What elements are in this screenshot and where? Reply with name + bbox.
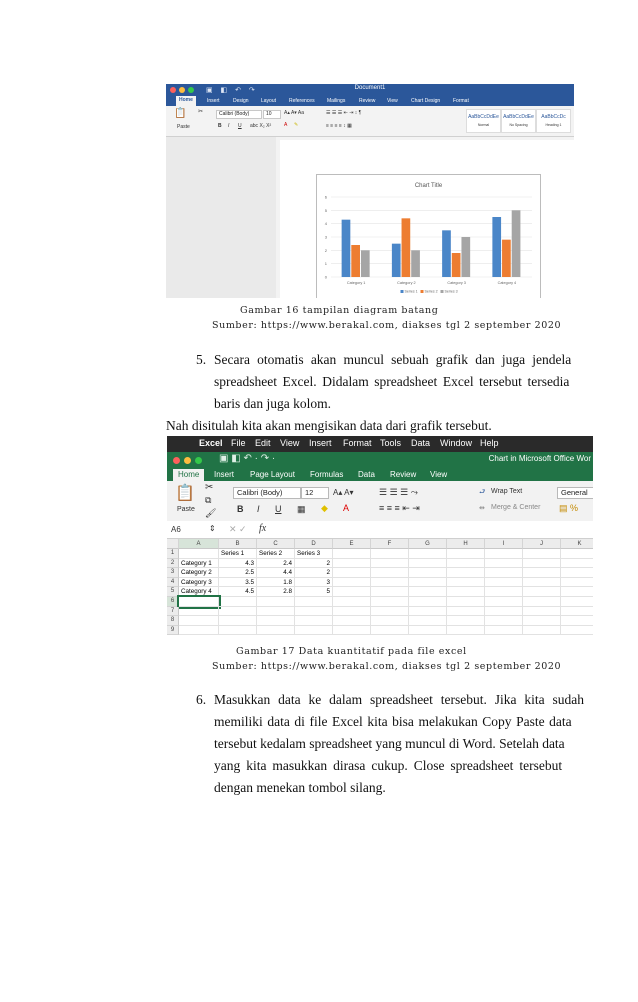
fx-button[interactable]: fx (259, 523, 267, 534)
name-box[interactable]: A6 (171, 525, 181, 534)
spreadsheet-cell[interactable] (295, 597, 333, 607)
menu-tools[interactable]: Tools (380, 438, 402, 448)
tab-home[interactable]: Home (176, 96, 196, 106)
highlight-icon[interactable]: ✎ (294, 122, 299, 128)
spreadsheet-cell[interactable] (561, 597, 593, 607)
spreadsheet-cell[interactable]: 1.8 (257, 578, 295, 588)
formula-bar (167, 521, 593, 539)
legend-label: Series 3 (444, 289, 458, 294)
spreadsheet-cell[interactable] (447, 607, 485, 617)
tab-review[interactable]: Review (390, 470, 417, 479)
spreadsheet-cell[interactable] (371, 549, 409, 559)
spreadsheet-cell[interactable]: Series 3 (295, 549, 333, 559)
name-box-stepper-icon[interactable]: ⇕ (209, 524, 216, 533)
legend-swatch (401, 290, 404, 293)
spreadsheet-cell[interactable] (447, 587, 485, 597)
spreadsheet-cell[interactable] (257, 616, 295, 626)
spreadsheet-cell[interactable] (371, 597, 409, 607)
spreadsheet-cell[interactable]: 2 (295, 559, 333, 569)
bar (461, 237, 470, 277)
chart-title: Chart Title (414, 183, 443, 189)
spreadsheet-cell[interactable]: Category 2 (179, 568, 219, 578)
bar (492, 217, 501, 277)
font-size-box[interactable]: 12 (301, 487, 329, 499)
spreadsheet-cell[interactable]: Series 1 (219, 549, 257, 559)
spreadsheet-cell[interactable] (409, 578, 447, 588)
intro-paragraph: Nah disitulah kita akan mengisikan data dari grafik tersebut. (166, 418, 492, 433)
menu-excel[interactable]: Excel (199, 438, 223, 448)
bar (351, 245, 360, 277)
style-no-spacing[interactable]: AaBbCcDdEe No Spacing (501, 109, 536, 133)
column-header[interactable]: E (333, 539, 371, 549)
styles-gallery (466, 109, 572, 133)
spreadsheet-cell[interactable] (561, 587, 593, 597)
spreadsheet-cell[interactable]: 5 (295, 587, 333, 597)
legend-swatch (421, 290, 424, 293)
scissors-icon[interactable]: ✂ (205, 482, 214, 493)
tab-chart-design[interactable]: Chart Design (411, 98, 441, 104)
y-tick-label: 5 (324, 207, 327, 213)
spreadsheet-cell[interactable] (371, 626, 409, 636)
x-tick-label: Category 4 (497, 281, 517, 285)
spreadsheet-cell[interactable] (179, 616, 219, 626)
bar (452, 253, 461, 277)
spreadsheet-cell[interactable] (523, 578, 561, 588)
step-6-line-3: tersebut kedalam spreadsheet yang muncul di Word. Setelah data (214, 736, 565, 751)
x-tick-label: Category 2 (397, 281, 416, 285)
spreadsheet-cell[interactable] (485, 607, 523, 617)
scissors-icon[interactable]: ✂ (198, 109, 204, 115)
spreadsheet-cell[interactable] (257, 607, 295, 617)
number-format-box[interactable]: General (557, 487, 593, 499)
spreadsheet-cell[interactable] (219, 597, 257, 607)
step-6-line-1: Masukkan data ke dalam spreadsheet tersebut. Jika kita sudah (214, 692, 585, 707)
word-titlebar (166, 84, 574, 96)
spreadsheet-cell[interactable] (333, 607, 371, 617)
format-icons[interactable]: abc X₂ X² (250, 123, 272, 129)
y-tick-label: 6 (324, 194, 327, 200)
step-5-line-2: spreadsheet Excel. Didalam spreadsheet Excel tersebut tersedia (214, 374, 570, 389)
spreadsheet-cell[interactable] (333, 616, 371, 626)
spreadsheet-cell[interactable] (561, 568, 593, 578)
spreadsheet-cell[interactable] (333, 587, 371, 597)
spreadsheet-cell[interactable] (295, 626, 333, 636)
spreadsheet-cell[interactable]: 4.3 (219, 559, 257, 569)
word-screenshot (166, 84, 574, 298)
bold-icon[interactable]: B (237, 504, 244, 514)
quick-access-icons[interactable]: ▣ ◧ ↶ ↷ (206, 87, 258, 94)
font-color-icon[interactable]: A (343, 503, 350, 513)
conditional-format-icon[interactable]: ▤ % (559, 503, 579, 513)
spreadsheet-cell[interactable] (561, 616, 593, 626)
spreadsheet-cell[interactable] (523, 597, 561, 607)
italic-icon[interactable]: I (228, 123, 230, 129)
maximize-window-icon[interactable] (195, 457, 202, 464)
spreadsheet-cell[interactable] (333, 549, 371, 559)
tab-formulas[interactable]: Formulas (310, 470, 344, 479)
font-grow-shrink-icon[interactable]: A▴ A▾ (333, 488, 354, 497)
step-6-paragraph (214, 689, 585, 799)
underline-icon[interactable]: U (238, 123, 242, 129)
spreadsheet-grid[interactable] (167, 539, 593, 638)
spreadsheet-cell[interactable] (523, 568, 561, 578)
spreadsheet-cell[interactable] (179, 549, 219, 559)
bar (342, 220, 351, 277)
tab-references[interactable]: References (289, 98, 315, 104)
spreadsheet-cell[interactable] (219, 607, 257, 617)
figure-17-caption: Gambar 17 Data kuantitatif pada file excel (236, 646, 467, 657)
spreadsheet-cell[interactable] (523, 559, 561, 569)
column-header[interactable]: B (219, 539, 257, 549)
close-window-icon[interactable] (173, 457, 180, 464)
mac-menu-bar (167, 436, 593, 452)
word-ribbon (166, 106, 574, 137)
clipboard-icon[interactable]: 📋 (175, 485, 195, 502)
spreadsheet-cell[interactable] (409, 597, 447, 607)
tab-format[interactable]: Format (453, 98, 469, 104)
bar (442, 230, 451, 277)
spreadsheet-cell[interactable] (333, 578, 371, 588)
row-header[interactable]: 4 (167, 578, 179, 588)
tab-mailings[interactable]: Mailings (327, 98, 346, 104)
spreadsheet-cell[interactable] (447, 616, 485, 626)
quick-access-icons[interactable]: ▣ ◧ ↶ · ↷ · (219, 453, 276, 464)
paste-label[interactable]: Paste (177, 506, 195, 513)
excel-ribbon (167, 481, 593, 522)
excel-window-title: Chart in Microsoft Office Wor (488, 454, 591, 463)
spreadsheet-cell[interactable] (257, 597, 295, 607)
column-header[interactable]: K (561, 539, 593, 549)
row-header[interactable]: 6 (167, 597, 179, 607)
spreadsheet-cell[interactable] (447, 597, 485, 607)
spreadsheet-cell[interactable] (523, 587, 561, 597)
step-5-number: 5. (196, 352, 207, 367)
x-tick-label: Category 3 (447, 281, 466, 285)
spreadsheet-cell[interactable] (409, 616, 447, 626)
step-5-paragraph (214, 349, 572, 415)
fill-color-icon[interactable]: ◆ (321, 503, 328, 513)
legend-swatch (441, 290, 444, 293)
spreadsheet-cell[interactable] (485, 626, 523, 636)
bar (512, 210, 521, 277)
spreadsheet-cell[interactable] (409, 607, 447, 617)
wrap-text-icon[interactable]: ⮐ (479, 489, 486, 496)
legend-label: Series 1 (404, 289, 418, 294)
column-header[interactable]: F (371, 539, 409, 549)
borders-icon[interactable]: ▦ (297, 504, 306, 514)
y-tick-label: 1 (324, 261, 327, 267)
spreadsheet-cell[interactable]: 2.5 (219, 568, 257, 578)
tab-data[interactable]: Data (358, 470, 375, 479)
row-header[interactable]: 2 (167, 559, 179, 569)
spreadsheet-cell[interactable] (219, 616, 257, 626)
spreadsheet-cell[interactable] (371, 607, 409, 617)
figure-16-caption: Gambar 16 tampilan diagram batang (240, 305, 439, 316)
row-header[interactable]: 7 (167, 607, 179, 617)
menu-edit[interactable]: Edit (255, 438, 271, 448)
word-ribbon-tabs (166, 96, 574, 106)
spreadsheet-cell[interactable]: 3.5 (219, 578, 257, 588)
spreadsheet-cell[interactable] (485, 578, 523, 588)
spreadsheet-cell[interactable] (371, 568, 409, 578)
figure-16-source: Sumber: https://www.berakal.com, diakses tgl 2 september 2020 (212, 320, 562, 331)
excel-titlebar (167, 452, 593, 468)
step-6-number: 6. (196, 692, 207, 707)
spreadsheet-cell[interactable] (523, 549, 561, 559)
format-painter-icon[interactable]: 🖌 (205, 508, 217, 518)
spreadsheet-cell[interactable] (485, 559, 523, 569)
x-tick-label: Category 1 (346, 281, 366, 285)
spreadsheet-cell[interactable] (485, 568, 523, 578)
spreadsheet-cell[interactable] (409, 587, 447, 597)
tab-page-layout[interactable]: Page Layout (250, 470, 295, 479)
spreadsheet-cell[interactable]: 4.5 (219, 587, 257, 597)
spreadsheet-cell[interactable] (523, 616, 561, 626)
paste-label[interactable]: Paste (177, 124, 190, 130)
spreadsheet-cell[interactable] (447, 568, 485, 578)
menu-file[interactable]: File (231, 438, 246, 448)
document-title: Document1 (354, 85, 386, 91)
column-header[interactable]: D (295, 539, 333, 549)
spreadsheet-cell[interactable]: Category 3 (179, 578, 219, 588)
bar (402, 218, 411, 277)
row-header[interactable]: 8 (167, 616, 179, 626)
spreadsheet-cell[interactable]: 4.4 (257, 568, 295, 578)
excel-screenshot (167, 436, 593, 638)
figure-17-source: Sumber: https://www.berakal.com, diakses tgl 2 september 2020 (212, 661, 562, 672)
spreadsheet-cell[interactable] (371, 578, 409, 588)
bar (411, 250, 420, 277)
column-header[interactable]: I (485, 539, 523, 549)
minimize-window-icon[interactable] (184, 457, 191, 464)
tab-insert[interactable]: Insert (214, 470, 235, 479)
font-name-box[interactable]: Calibri (Body) (216, 110, 262, 119)
tab-view[interactable]: View (430, 470, 448, 479)
font-size-box[interactable]: 10 (263, 110, 281, 119)
column-header[interactable]: J (523, 539, 561, 549)
bar-chart[interactable] (316, 174, 541, 298)
y-tick-label: 4 (324, 221, 327, 227)
column-header[interactable]: H (447, 539, 485, 549)
spreadsheet-cell[interactable]: Category 1 (179, 559, 219, 569)
spreadsheet-cell[interactable] (219, 626, 257, 636)
tab-layout[interactable]: Layout (261, 98, 277, 104)
spreadsheet-cell[interactable] (295, 616, 333, 626)
align-top-icons[interactable]: ☰ ☰ ☰ ⤳ (379, 487, 418, 497)
legend-label: Series 2 (424, 289, 438, 294)
bold-icon[interactable]: B (218, 123, 222, 129)
row-header[interactable]: 9 (167, 626, 179, 636)
spreadsheet-cell[interactable] (409, 626, 447, 636)
wrap-text-button[interactable]: Wrap Text (491, 488, 523, 495)
tab-design[interactable]: Design (233, 98, 249, 104)
spreadsheet-cell[interactable] (333, 626, 371, 636)
menu-data[interactable]: Data (411, 438, 431, 448)
column-header[interactable]: A (179, 539, 219, 549)
step-6-line-4: yang kita masukkan dirasa cukup. Close spreadsheet tersebut (214, 758, 563, 773)
step-6-line-5: dengan menekan tombol silang. (214, 780, 386, 795)
spreadsheet-cell[interactable] (179, 607, 219, 617)
style-normal[interactable]: AaBbCcDdEe Normal (466, 109, 501, 133)
menu-window[interactable]: Window (440, 438, 473, 448)
spreadsheet-cell[interactable] (371, 616, 409, 626)
tab-review[interactable]: Review (359, 98, 376, 104)
tab-home[interactable]: Home (173, 469, 204, 482)
clipboard-icon[interactable]: 📋 (174, 108, 187, 119)
excel-ribbon-tabs (167, 468, 593, 481)
tab-view[interactable]: View (387, 98, 398, 104)
spreadsheet-cell[interactable] (561, 549, 593, 559)
spreadsheet-cell[interactable] (447, 559, 485, 569)
spreadsheet-cell[interactable] (333, 568, 371, 578)
row-header[interactable]: 1 (167, 549, 179, 559)
spreadsheet-cell[interactable] (295, 607, 333, 617)
column-header[interactable]: G (409, 539, 447, 549)
spreadsheet-cell[interactable] (485, 587, 523, 597)
align-horizontal-icons[interactable]: ≡ ≡ ≡ ⇤ ⇥ (379, 503, 420, 513)
spreadsheet-cell[interactable] (523, 607, 561, 617)
select-all-corner[interactable] (167, 539, 179, 549)
y-tick-label: 3 (324, 234, 327, 240)
spreadsheet-cell[interactable] (179, 597, 219, 607)
y-tick-label: 2 (324, 247, 327, 253)
spreadsheet-cell[interactable]: 2.4 (257, 559, 295, 569)
font-color-icon[interactable]: A (284, 122, 288, 128)
step-5-line-1: Secara otomatis akan muncul sebuah grafik dan juga jendela (214, 352, 572, 367)
spreadsheet-cell[interactable] (409, 568, 447, 578)
spreadsheet-cell[interactable]: 2.8 (257, 587, 295, 597)
spreadsheet-cell[interactable] (561, 559, 593, 569)
spreadsheet-cell[interactable] (523, 626, 561, 636)
step-6-line-2: memiliki data di file Excel kita bisa melakukan Copy Paste data (214, 714, 572, 729)
column-header[interactable]: C (257, 539, 295, 549)
menu-insert[interactable]: Insert (309, 438, 332, 448)
copy-icon[interactable]: ⧉ (205, 495, 212, 505)
menu-help[interactable]: Help (480, 438, 499, 448)
merge-center-icon[interactable]: ⇹ (479, 505, 485, 512)
spreadsheet-cell[interactable] (561, 578, 593, 588)
spreadsheet-cell[interactable] (409, 559, 447, 569)
spreadsheet-cell[interactable] (333, 597, 371, 607)
menu-view[interactable]: View (280, 438, 300, 448)
spreadsheet-cell[interactable] (447, 626, 485, 636)
underline-icon[interactable]: U (275, 504, 282, 514)
bar-chart-svg (317, 175, 540, 298)
spreadsheet-cell[interactable] (485, 597, 523, 607)
cancel-icon[interactable]: ✕ ✓ (229, 524, 247, 534)
spreadsheet-cell[interactable] (179, 626, 219, 636)
spreadsheet-cell[interactable] (257, 626, 295, 636)
font-name-box[interactable]: Calibri (Body) (233, 487, 301, 499)
spreadsheet-cell[interactable] (371, 587, 409, 597)
spreadsheet-cell[interactable] (561, 607, 593, 617)
spreadsheet-cell[interactable] (485, 549, 523, 559)
list-icons[interactable]: ☰ ☰ ☰ ⇤ ⇥ ↕ ¶ (326, 110, 362, 116)
row-header[interactable]: 3 (167, 568, 179, 578)
spreadsheet-cell[interactable] (371, 559, 409, 569)
italic-icon[interactable]: I (257, 504, 260, 514)
step-5-line-3: baris dan juga kolom. (214, 396, 331, 411)
align-icons[interactable]: ≡ ≡ ≡ ≡ ↕ ▦ (326, 123, 352, 129)
bar (361, 250, 370, 277)
spreadsheet-cell[interactable]: Category 4 (179, 587, 219, 597)
style-heading-1[interactable]: AaBbCcDc Heading 1 (536, 109, 571, 133)
spreadsheet-cell[interactable] (447, 549, 485, 559)
spreadsheet-cell[interactable]: 3 (295, 578, 333, 588)
spreadsheet-cell[interactable] (333, 559, 371, 569)
font-grow-shrink-icon[interactable]: A▴ A▾ Aa (284, 110, 305, 116)
merge-center-button[interactable]: Merge & Center (491, 504, 541, 511)
y-tick-label: 0 (324, 274, 327, 280)
bar (502, 240, 511, 277)
word-left-pane (166, 137, 276, 298)
spreadsheet-cell[interactable] (447, 578, 485, 588)
spreadsheet-cell[interactable]: 2 (295, 568, 333, 578)
spreadsheet-cell[interactable] (485, 616, 523, 626)
spreadsheet-cell[interactable] (561, 626, 593, 636)
spreadsheet-cell[interactable] (409, 549, 447, 559)
spreadsheet-cell[interactable]: Series 2 (257, 549, 295, 559)
bar (392, 244, 401, 277)
menu-format[interactable]: Format (343, 438, 372, 448)
row-header[interactable]: 5 (167, 587, 179, 597)
tab-insert[interactable]: Insert (207, 98, 220, 104)
